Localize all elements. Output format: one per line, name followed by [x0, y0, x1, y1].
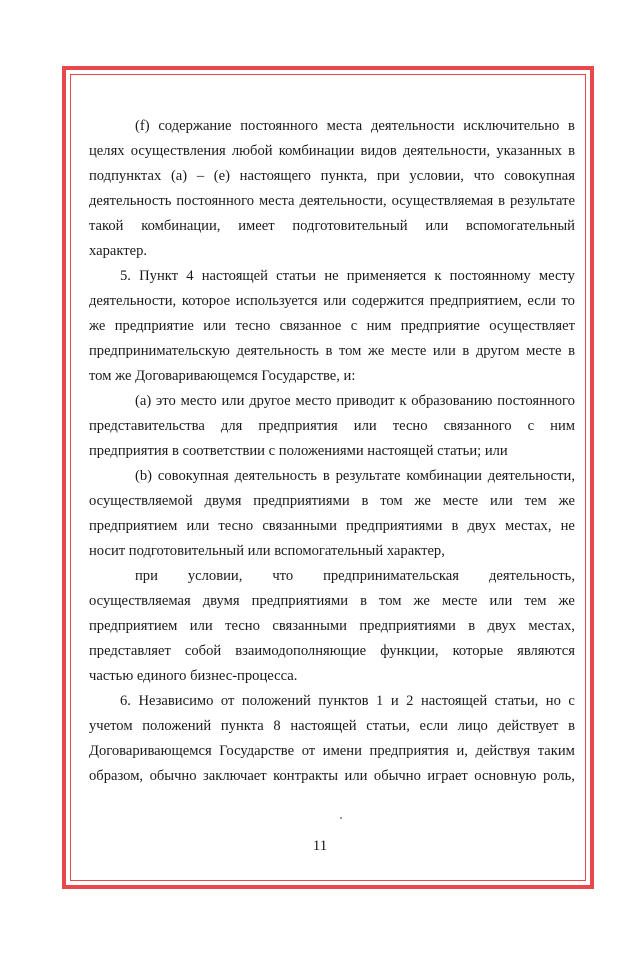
text-line: осуществляемой двумя предприятиями в том же месте или тем же	[89, 493, 575, 509]
text-line: при условии, что предпринимательская деятельность,	[135, 568, 575, 584]
text-line: Договаривающемся Государстве от имени предприятия и, действуя таким	[89, 743, 575, 759]
text-line: частью единого бизнес-процесса.	[89, 668, 298, 684]
text-line: осуществляемая двумя предприятиями в том же месте или тем же	[89, 593, 575, 609]
scan-speck	[340, 817, 342, 819]
text-line: носит подготовительный или вспомогательный характер,	[89, 543, 445, 559]
text-line: предприятия в соответствии с положениями настоящей статьи; или	[89, 443, 508, 459]
text-line: 5. Пункт 4 настоящей статьи не применяется к постоянному месту	[120, 268, 575, 284]
page-number: 11	[312, 838, 328, 854]
text-line: целях осуществления любой комбинации видов деятельности, указанных в	[89, 143, 575, 159]
text-line: деятельность постоянного места деятельности, осуществляемая в результате	[89, 193, 575, 209]
text-line: деятельности, которое используется или содержится предприятием, если то	[89, 293, 575, 309]
text-line: (а) это место или другое место приводит к образованию постоянного	[135, 393, 575, 409]
text-line: предприятием или тесно связанными предприятиями в двух местах, не	[89, 518, 575, 534]
text-line: представляет собой взаимодополняющие функции, которые являются	[89, 643, 575, 659]
text-line: учетом положений пункта 8 настоящей статьи, если лицо действует в	[89, 718, 575, 734]
text-line: предприятием или тесно связанными предприятиями в двух местах,	[89, 618, 575, 634]
text-line: (b) совокупная деятельность в результате комбинации деятельности,	[135, 468, 575, 484]
text-line: представительства для предприятия или тесно связанного с ним	[89, 418, 575, 434]
text-line: 6. Независимо от положений пунктов 1 и 2 настоящей статьи, но с	[120, 693, 575, 709]
text-line: же предприятие или тесно связанное с ним предприятие осуществляет	[89, 318, 575, 334]
text-line: том же Договаривающемся Государстве, и:	[89, 368, 356, 384]
text-line: (f) содержание постоянного места деятельности исключительно в	[135, 118, 575, 134]
text-line: подпунктах (а) – (е) настоящего пункта, при условии, что совокупная	[89, 168, 575, 184]
text-line: образом, обычно заключает контракты или обычно играет основную роль,	[89, 768, 575, 784]
text-line: характер.	[89, 243, 148, 259]
text-line: такой комбинации, имеет подготовительный или вспомогательный	[89, 218, 575, 234]
document-body	[89, 114, 575, 789]
text-line: предпринимательскую деятельность в том же месте или в другом месте в	[89, 343, 575, 359]
